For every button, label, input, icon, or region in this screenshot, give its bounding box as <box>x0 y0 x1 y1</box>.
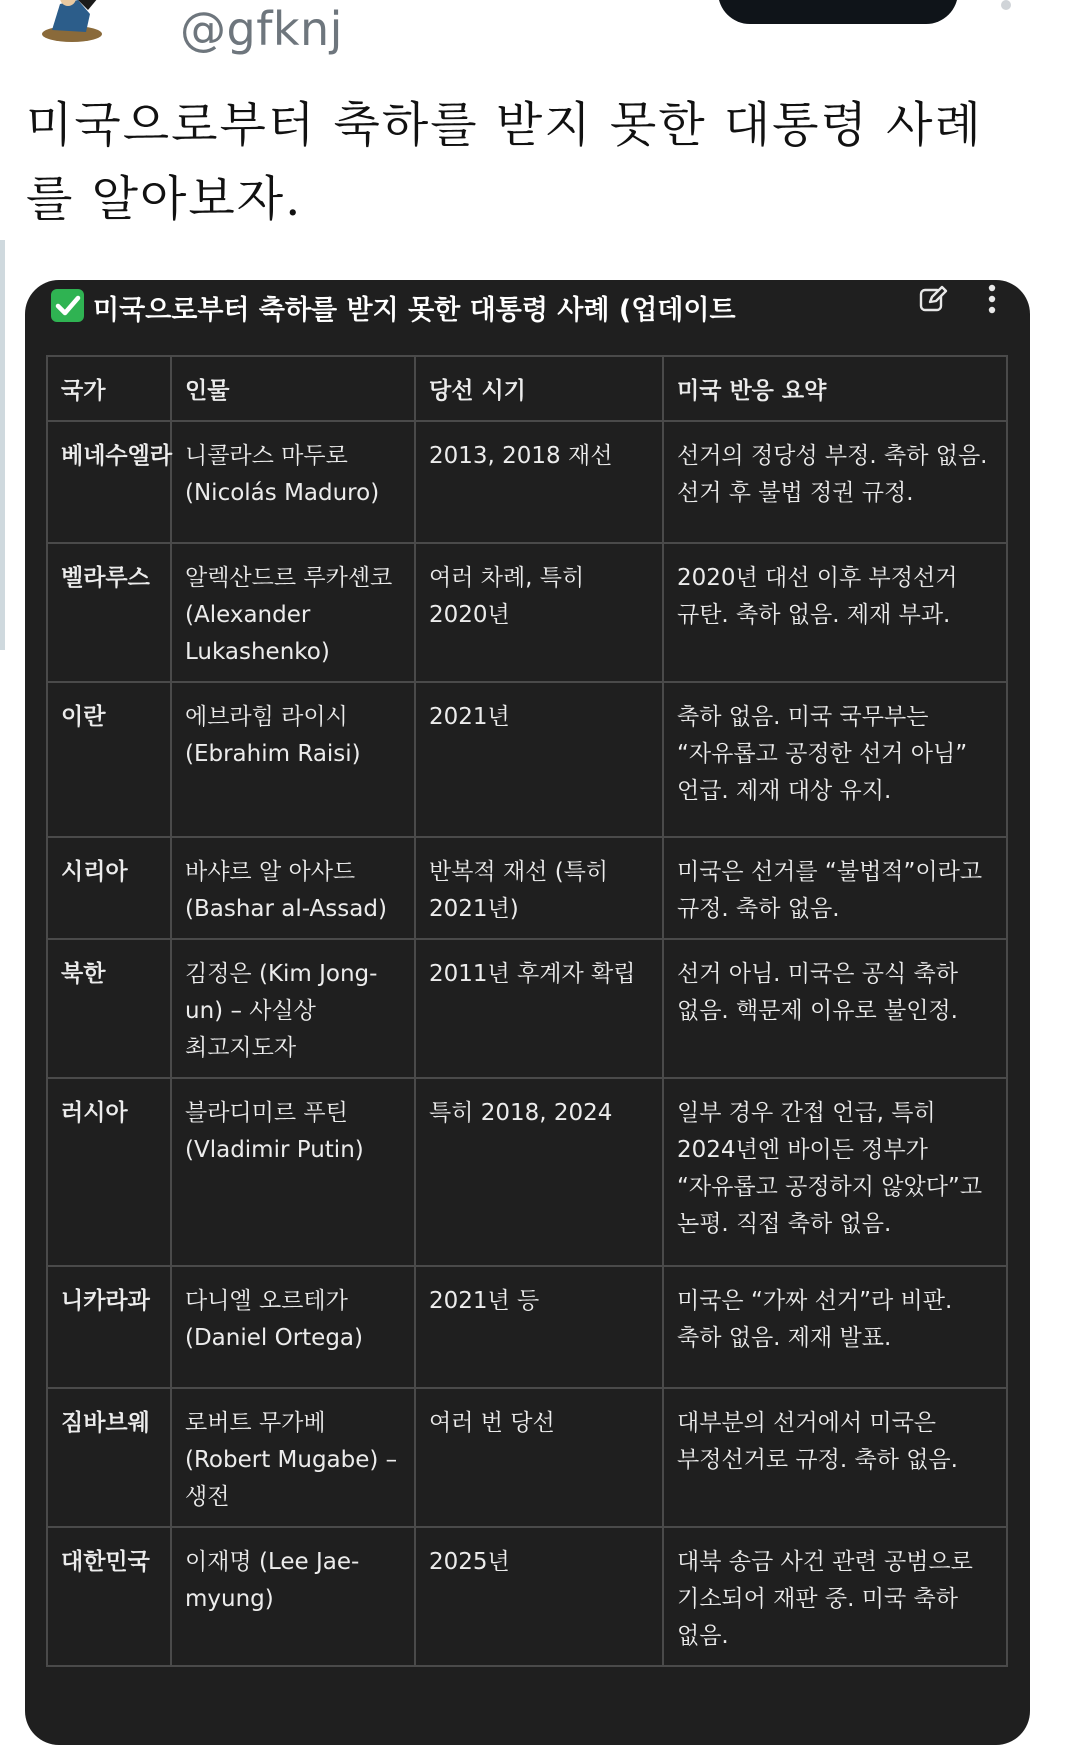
cell-person: 니콜라스 마두로 (Nicolás Maduro) <box>171 421 415 543</box>
table-row <box>47 1266 1007 1388</box>
avatar[interactable] <box>38 0 116 44</box>
cell-country: 이란 <box>47 682 171 837</box>
cell-country: 짐바브웨 <box>47 1388 171 1527</box>
cell-country: 베네수엘라 <box>47 421 171 543</box>
cell-reaction: 선거의 정당성 부정. 축하 없음. 선거 후 불법 정권 규정. <box>663 421 1007 543</box>
thread-line <box>0 240 5 650</box>
cell-person: 이재명 (Lee Jae-myung) <box>171 1527 415 1666</box>
cell-person: 에브라힘 라이시 (Ebrahim Raisi) <box>171 682 415 837</box>
table-header-row <box>47 356 1007 421</box>
cell-reaction: 2020년 대선 이후 부정선거 규탄. 축하 없음. 제재 부과. <box>663 543 1007 682</box>
data-table <box>46 355 1008 1667</box>
table-row <box>47 1388 1007 1527</box>
more-vertical-icon[interactable] <box>985 282 999 316</box>
cell-reaction: 대부분의 선거에서 미국은 부정선거로 규정. 축하 없음. <box>663 1388 1007 1527</box>
edit-icon[interactable] <box>918 284 948 314</box>
table-row <box>47 939 1007 1078</box>
cell-reaction: 축하 없음. 미국 국무부는 “자유롭고 공정한 선거 아님” 언급. 제재 대상 유지. <box>663 682 1007 837</box>
cell-country: 벨라루스 <box>47 543 171 682</box>
more-options-icon[interactable] <box>1001 0 1011 10</box>
cell-person: 알렉산드르 루카셴코 (Alexander Lukashenko) <box>171 543 415 682</box>
cell-period: 2013, 2018 재선 <box>415 421 663 543</box>
cell-period: 반복적 재선 (특히 2021년) <box>415 837 663 939</box>
user-handle[interactable]: @gfknj <box>180 2 343 56</box>
cell-reaction: 미국은 “가짜 선거”라 비판. 축하 없음. 제재 발표. <box>663 1266 1007 1388</box>
table-row <box>47 543 1007 682</box>
header-reaction: 미국 반응 요약 <box>663 356 1007 421</box>
cell-period: 2011년 후계자 확립 <box>415 939 663 1078</box>
cell-reaction: 대북 송금 사건 관련 공범으로 기소되어 재판 중. 미국 축하 없음. <box>663 1527 1007 1666</box>
header-person: 인물 <box>171 356 415 421</box>
table-row <box>47 682 1007 837</box>
table-row <box>47 837 1007 939</box>
cell-period: 여러 차례, 특히 2020년 <box>415 543 663 682</box>
tweet-text: 미국으로부터 축하를 받지 못한 대통령 사례를 알아보자. <box>26 97 983 227</box>
cell-country: 시리아 <box>47 837 171 939</box>
header-period: 당선 시기 <box>415 356 663 421</box>
table-row <box>47 1078 1007 1266</box>
cell-reaction: 일부 경우 간접 언급, 특히 2024년엔 바이든 정부가 “자유롭고 공정하지 않았다”고 논평. 직접 축하 없음. <box>663 1078 1007 1266</box>
check-icon <box>51 289 84 322</box>
cell-country: 대한민국 <box>47 1527 171 1666</box>
card-title: 미국으로부터 축하를 받지 못한 대통령 사례 (업데이트 <box>93 295 736 326</box>
embedded-screenshot[interactable] <box>25 280 1030 1745</box>
cell-person: 다니엘 오르테가 (Daniel Ortega) <box>171 1266 415 1388</box>
table-row <box>47 1527 1007 1666</box>
cell-period: 특히 2018, 2024 <box>415 1078 663 1266</box>
header-country: 국가 <box>47 356 171 421</box>
cell-reaction: 미국은 선거를 “불법적”이라고 규정. 축하 없음. <box>663 837 1007 939</box>
cell-country: 북한 <box>47 939 171 1078</box>
follow-button[interactable] <box>718 0 958 24</box>
cell-period: 2021년 <box>415 682 663 837</box>
cell-period: 2025년 <box>415 1527 663 1666</box>
cell-period: 여러 번 당선 <box>415 1388 663 1527</box>
cell-person: 바샤르 알 아사드 (Bashar al-Assad) <box>171 837 415 939</box>
cell-person: 블라디미르 푸틴 (Vladimir Putin) <box>171 1078 415 1266</box>
table-row <box>47 421 1007 543</box>
cell-country: 러시아 <box>47 1078 171 1266</box>
cell-person: 로버트 무가베 (Robert Mugabe) – 생전 <box>171 1388 415 1527</box>
cell-reaction: 선거 아님. 미국은 공식 축하 없음. 핵문제 이유로 불인정. <box>663 939 1007 1078</box>
cell-person: 김정은 (Kim Jong-un) – 사실상 최고지도자 <box>171 939 415 1078</box>
cell-country: 니카라과 <box>47 1266 171 1388</box>
card-header <box>25 280 1030 352</box>
cell-period: 2021년 등 <box>415 1266 663 1388</box>
